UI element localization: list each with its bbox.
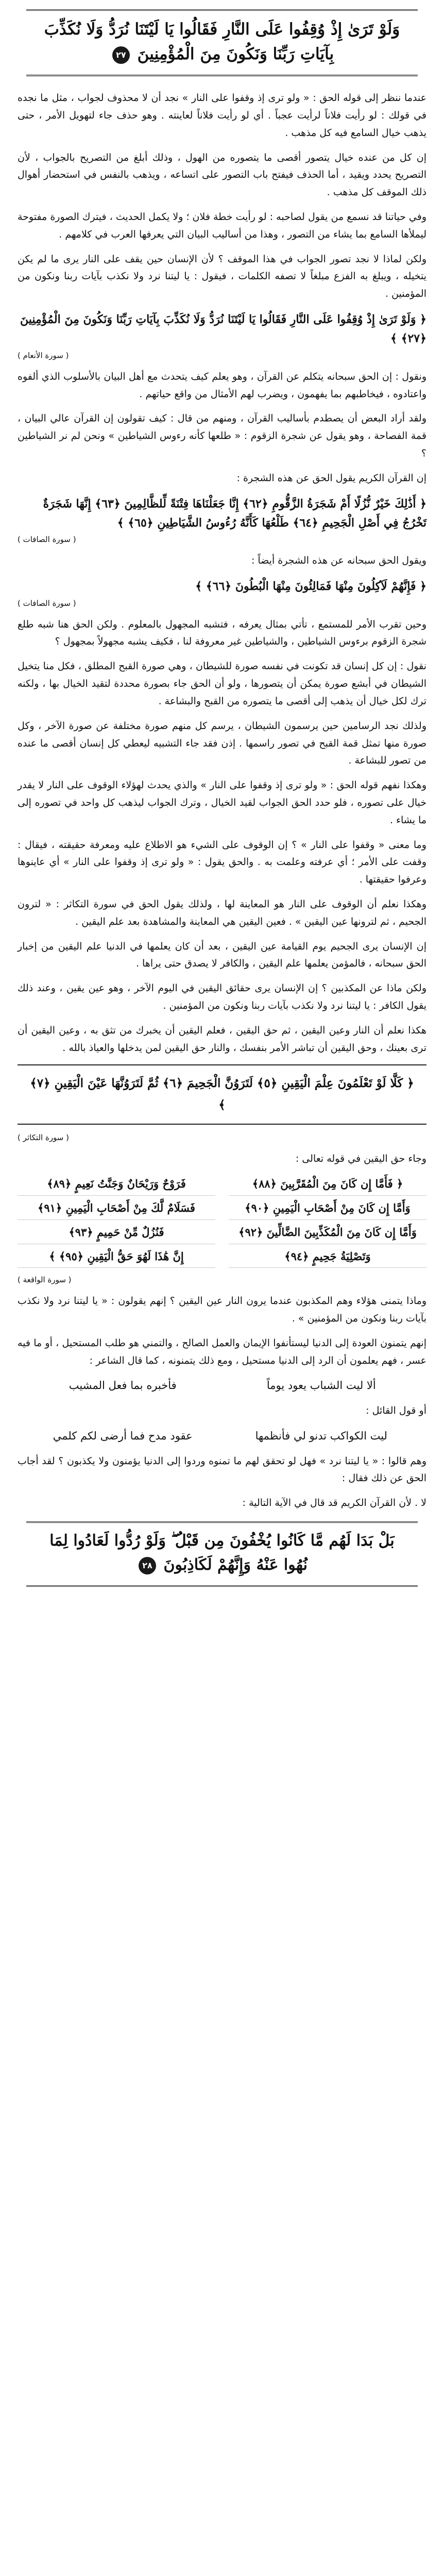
- quote-source: ( سورة التكاثر ): [18, 1132, 69, 1142]
- closing-verse-text: بَلْ بَدَا لَهُم مَّا كَانُوا يُخْفُونَ مِن قَبْلُ ۖ وَلَوْ رُدُّوا لَعَادُوا لِمَا نُهُوا عَنْهُ وَإِنَّهُمْ لَكَاذِبُونَ: [49, 1532, 395, 1574]
- paragraph: أو قول القائل :: [366, 1405, 426, 1417]
- paragraph: إنهم يتمنون العودة إلى الدنيا ليستأنفوا الإيمان والعمل الصالح ، والتمني هو طلب المستحيل ، أو ما فيه عسر ، فهم يعلمون أن الرد إلى الدنيا مستحيل ، ومع ذلك يتمنونه ، كما قال الشاعر :: [18, 1337, 426, 1366]
- header-verse-banner: [26, 9, 418, 76]
- verse-line: إِنَّ هَٰذَا لَهُوَ حَقُّ الْيَقِينِ ﴿٩٥﴾ ﴾: [18, 1247, 215, 1268]
- paragraph: عندما ننظر إلى قوله الحق : « ولو ترى إذ وقفوا على النار » نجد أن لا محذوف لجواب ، مثل ما نجده في قولك : لو رأيت فلاناً لرأيت عجباً . أي لو رأيت فلاناً لعاينته . وهو حذف جاء لتهويل الأمر ، حتى يذهب خيال السامع فيه كل مذهب .: [18, 92, 426, 139]
- paragraph: ولكن لماذا لا نجد تصور الجواب في هذا الموقف ؟ لأن الإنسان حين يقف على النار يرى ما لم يكن يتخيله ، ويبلغ به الفزع مبلغاً لا تصفه الكلمات ، فيقول : يا ليتنا نرد ولا نكذب بآيات ربنا ونكون من المؤمنين .: [18, 253, 426, 300]
- quran-quote: ﴿ وَلَوْ تَرَىٰ إِذْ وُقِفُوا عَلَى النَّارِ فَقَالُوا يَا لَيْتَنَا نُرَدُّ وَلَا نُكَذِّبَ بِآيَاتِ رَبِّنَا وَنَكُونَ مِنَ الْمُؤْمِنِينَ ﴿٢٧﴾ ﴾: [20, 313, 426, 346]
- paragraph: ونقول : إن الحق سبحانه يتكلم عن القرآن ، وهو يعلم كيف يتحدث مع أهل البيان بالأسلوب الذي ألفوه واعتادوه ، فيخاطبهم بما يفهمون ، ويضرب لهم الأمثال من واقع حياتهم .: [18, 370, 426, 400]
- verse-line: وَتَصْلِيَةُ جَحِيمٍ ﴿٩٤﴾: [229, 1247, 426, 1268]
- poem-verse: [38, 1427, 406, 1446]
- verse-line: فَسَلَامٌ لَّكَ مِنْ أَصْحَابِ الْيَمِينِ ﴿٩١﴾: [18, 1199, 215, 1220]
- paragraph: وجاء حق اليقين في قوله تعالى :: [295, 1153, 426, 1164]
- paragraph: إن كل من عنده خيال يتصور أقصى ما يتصوره من الهول ، وذلك أبلغ من التصريح بالجواب ، لأن التصريح يحدد ويقيد ، أما الحذف فيفتح باب التصور على اتساعه ، ويذهب بالنفس في استحضار أهوال ذلك الموقف كل مذهب .: [18, 151, 426, 198]
- paragraph: وهكذا نفهم قوله الحق : « ولو ترى إذ وقفوا على النار » والذي يحدث لهؤلاء الوقوف على النار لا يقدر خيال على تصوره ، فلو حدد الحق الجواب لقيد الخيال ، وترك الجواب ليذهب كل واحد في تصوره إلى ما يشاء .: [18, 779, 426, 826]
- ayah-number-marker: ٢٧: [112, 46, 130, 64]
- poem-first-hemistich: ألا ليت الشباب يعود يوماً: [266, 1379, 376, 1392]
- paragraph: نقول : إن كل إنسان قد تكونت في نفسه صورة للشيطان ، وهي صورة القبح المطلق ، فكل منا يتخيل الشيطان في أبشع صورة يمكن أن يتصورها ، ولو أن الحق جاء بصورة محددة لتقيد الخيال بها ، ولكنه ترك لكل خيال أن يذهب إلى أقصى ما يتصوره من القبح والبشاعة .: [18, 660, 426, 707]
- quran-quote: ﴿ أَذَٰلِكَ خَيْرٌ نُّزُلًا أَمْ شَجَرَةُ الزَّقُّومِ ﴿٦٢﴾ إِنَّا جَعَلْنَاهَا فِتْنَةً لِّلظَّالِمِينَ ﴿٦٣﴾ إِنَّهَا شَجَرَةٌ تَخْرُجُ فِي أَصْلِ الْجَحِيمِ ﴿٦٤﴾ طَلْعُهَا كَأَنَّهُ رُءُوسُ الشَّيَاطِينِ ﴿٦٥﴾ ﴾: [43, 497, 426, 530]
- quote-source: ( سورة الواقعة ): [18, 1275, 72, 1285]
- paragraph: وماذا يتمنى هؤلاء وهم المكذبون عندما يرون النار عين اليقين ؟ إنهم يقولون : « يا ليتنا نرد ولا نكذب بآيات ربنا ونكون من المؤمنين » .: [18, 1295, 426, 1325]
- quote-source: ( سورة الأنعام ): [18, 350, 69, 360]
- verse-line: ﴿ فَأَمَّا إِن كَانَ مِنَ الْمُقَرَّبِينَ ﴿٨٨﴾: [229, 1175, 426, 1196]
- closing-verse-banner: [26, 1521, 418, 1587]
- paragraph: ولكن ماذا عن المكذبين ؟ إن الإنسان يرى حقائق اليقين في اليوم الآخر ، وهو عين يقين ، وعند ذلك يقول الكافر : يا ليتنا نرد ولا نكذب بآيات ربنا ونكون من المؤمنين .: [18, 982, 426, 1012]
- quran-quote: ﴿ فَإِنَّهُمْ لَآكِلُونَ مِنْهَا فَمَالِئُونَ مِنْهَا الْبُطُونَ ﴿٦٦﴾ ﴾: [195, 580, 426, 594]
- header-verse-text: وَلَوْ تَرَىٰ إِذْ وُقِفُوا عَلَى النَّارِ فَقَالُوا يَا لَيْتَنَا نُرَدُّ وَلَا نُكَذِّبَ بِآيَاتِ رَبِّنَا وَنَكُونَ مِنَ الْمُؤْمِنِينَ: [44, 20, 400, 64]
- verse-line: فَرَوْحٌ وَرَيْحَانٌ وَجَنَّتُ نَعِيمٍ ﴿٨٩﴾: [18, 1175, 215, 1196]
- quote-source: ( سورة الصافات ): [18, 598, 76, 608]
- poem-second-hemistich: فأخبره بما فعل المشيب: [69, 1379, 177, 1392]
- verse-line: وَأَمَّا إِن كَانَ مِنَ الْمُكَذِّبِينَ الضَّالِّينَ ﴿٩٢﴾: [229, 1223, 426, 1244]
- paragraph: وفي حياتنا قد نسمع من يقول لصاحبه : لو رأيت خطة فلان ؛ ولا يكمل الحديث ، فيترك الصورة مفتوحة ليملأها السامع بما يشاء من التصور ، وهذا من أساليب البيان التي يعرفها العرب في كلامهم .: [18, 211, 426, 240]
- quote-source: ( سورة الصافات ): [18, 535, 76, 545]
- paragraph: وحين تقرب الأمر للمستمع ، تأتي بمثال يعرفه ، فتشبه المجهول بالمعلوم . ولكن الحق هنا شبه طلع شجرة الزقوم برءوس الشياطين ، والشياطين غير معروفة لنا ، فكيف يشبه مجهولاً بمجهول ؟: [18, 618, 426, 648]
- ayah-number-marker: ٢٨: [139, 1557, 156, 1574]
- verse-line: فَنُزُلٌ مِّنْ حَمِيمٍ ﴿٩٣﴾: [18, 1223, 215, 1244]
- waqiah-verse-grid: [18, 1175, 426, 1268]
- paragraph: وما معنى « وقفوا على النار » ؟ إن الوقوف على الشيء هو الاطلاع عليه ومعرفة حقيقته ، فيقال : وقفت على الأمر ؛ أي عرفته وعلمت به . والحق يقول : « ولو ترى إذ وقفوا على النار » أي عاينوها وعرفوا حقيقتها .: [18, 839, 426, 886]
- verse-line: وَأَمَّا إِن كَانَ مِنْ أَصْحَابِ الْيَمِينِ ﴿٩٠﴾: [229, 1199, 426, 1220]
- paragraph: وهكذا نعلم أن الوقوف على النار هو المعاينة لها ، ولذلك يقول الحق في سورة التكاثر : « لترون الجحيم ، ثم لترونها عين اليقين » . فعين اليقين هي المعاينة والمشاهدة بعد علم اليقين .: [18, 899, 426, 927]
- poem-second-hemistich: عقود مدح فما أرضى لكم كلمي: [53, 1429, 193, 1442]
- paragraph: ويقول الحق سبحانه عن هذه الشجرة أيضاً :: [251, 555, 426, 567]
- paragraph: لا . لأن القرآن الكريم قد قال في الآية التالية :: [242, 1497, 426, 1509]
- paragraph: إن الإنسان يرى الجحيم يوم القيامة عين اليقين ، بعد أن كان يعلمها في الدنيا علم اليقين من إخبار الحق سبحانه ، فالمؤمن يعلمها علم اليقين ، والكافر لا يصدق حتى يراها .: [18, 940, 426, 970]
- paragraph: هكذا نعلم أن النار وعين اليقين ، ثم حق اليقين ، فعلم اليقين أن يخبرك من تثق به ، وعين اليقين أن ترى بعينك ، وحق اليقين أن تباشر الأمر بنفسك ، والنار حق اليقين لمن يدخلها والعياذ بالله .: [18, 1024, 426, 1054]
- paragraph: ولقد أراد البعض أن يصطدم بأساليب القرآن ، ومنهم من قال : كيف تقولون إن القرآن عالي البيان ، قمة الفصاحة ، وهو يقول عن شجرة الزقوم : « طلعها كأنه رءوس الشياطين » ونحن لم نر الشياطين ؟: [18, 413, 426, 460]
- poem-verse: [38, 1377, 406, 1395]
- paragraph: ولذلك نجد الرسامين حين يرسمون الشيطان ، يرسم كل منهم صورة مختلفة عن صورة الآخر ، وكل صورة منها تمثل قمة القبح في تصور راسمها . إذن فقد جاء التشبيه ليعطي كل إنسان أقصى ما عنده من تصور للبشاعة .: [18, 720, 426, 767]
- paragraph: إن القرآن الكريم يقول الحق عن هذه الشجرة :: [236, 472, 426, 484]
- paragraph: وهم قالوا : « يا ليتنا نرد » فهل لو تحقق لهم ما تمنوه وردوا إلى الدنيا يؤمنون ولا يكذبون ؟ لقد أجاب الحق عن ذلك فقال :: [18, 1455, 426, 1484]
- poem-first-hemistich: ليت الكواكب تدنو لي فأنظمها: [255, 1429, 387, 1442]
- takathur-verse-block: ﴿ كَلَّا لَوْ تَعْلَمُونَ عِلْمَ الْيَقِينِ ﴿٥﴾ لَتَرَوُنَّ الْجَحِيمَ ﴿٦﴾ ثُمَّ لَتَرَوُنَّهَا عَيْنَ الْيَقِينِ ﴿٧﴾ ﴾: [18, 1064, 426, 1125]
